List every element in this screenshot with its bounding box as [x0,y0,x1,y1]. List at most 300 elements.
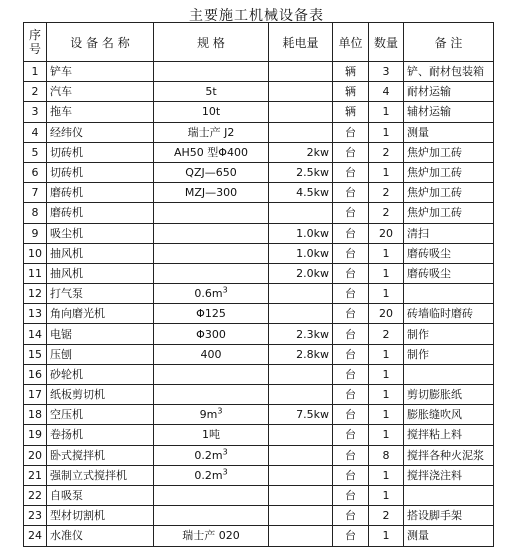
cell-no-text: 10 [28,246,42,260]
cell-spec [154,142,269,162]
cell-note [404,183,494,203]
cell-name-text: 磨砖机 [50,206,83,220]
cell-power [269,324,333,344]
cell-spec [154,485,269,505]
cell-power-text: 2.3kw [296,327,329,341]
cell-no [24,445,47,465]
cell-note [404,485,494,505]
cell-spec-text: Φ300 [196,327,226,341]
cell-name-text: 铲车 [50,65,72,79]
column-header-no-line2: 号 [28,42,41,56]
cell-note-text: 膨胀缝吹风 [407,408,462,422]
cell-unit-text: 台 [345,367,356,381]
cell-unit-text: 台 [345,408,356,422]
cell-unit [333,284,369,304]
cell-unit [333,203,369,223]
cell-spec-superscript: 3 [217,406,223,416]
column-header-no [24,23,47,62]
cell-spec-text: 0.6m [194,287,223,301]
cell-note-text: 测量 [407,125,429,139]
cell-qty-text: 4 [382,85,390,99]
cell-note [404,122,494,142]
cell-power [269,162,333,182]
cell-spec [154,203,269,223]
cell-unit-text: 台 [345,246,356,260]
cell-qty [369,344,404,364]
cell-qty-text: 1 [382,428,390,442]
cell-name-text: 砂轮机 [50,367,83,381]
cell-power-text: 1.0kw [296,226,329,240]
cell-spec-text: 0.2m [194,448,223,462]
cell-qty-text: 2 [382,145,390,159]
cell-qty [369,405,404,425]
cell-unit [333,142,369,162]
cell-name-text: 抽风机 [50,266,83,280]
cell-name [47,102,154,122]
table-row [24,445,494,465]
cell-spec [154,445,269,465]
cell-unit-text: 辆 [345,65,356,79]
cell-power-text: 2.8kw [296,347,329,361]
cell-spec [154,344,269,364]
cell-power-text: 7.5kw [296,408,329,422]
cell-power [269,465,333,485]
cell-note-text: 搅拌各种火泥浆 [407,448,484,462]
cell-note-text: 搅拌浇注料 [407,468,462,482]
cell-unit [333,364,369,384]
cell-name [47,364,154,384]
cell-name [47,324,154,344]
cell-spec-superscript: 3 [222,447,228,456]
cell-unit-text: 台 [345,206,356,220]
cell-name-text: 角向磨光机 [50,307,105,321]
cell-note [404,364,494,384]
table-row [24,82,494,102]
cell-unit-text: 台 [345,529,356,543]
cell-power [269,142,333,162]
cell-unit [333,243,369,263]
cell-power [269,364,333,384]
cell-name-text: 纸板剪切机 [50,388,105,402]
cell-name [47,405,154,425]
table-row [24,465,494,485]
cell-name [47,183,154,203]
cell-qty [369,385,404,405]
table-row [24,122,494,142]
cell-unit-text: 台 [345,307,356,321]
cell-no-text: 1 [31,65,39,79]
cell-no [24,62,47,82]
cell-unit-text: 台 [345,428,356,442]
cell-note [404,142,494,162]
cell-unit-text: 台 [345,166,356,180]
cell-power [269,223,333,243]
cell-note [404,506,494,526]
cell-name-text: 强制立式搅拌机 [50,468,127,482]
cell-unit [333,526,369,546]
table-row [24,183,494,203]
cell-unit-text: 台 [345,287,356,301]
cell-spec-text: 0.2m [194,468,223,482]
cell-name [47,506,154,526]
cell-note [404,243,494,263]
cell-no [24,506,47,526]
column-header-unit: 单位 [333,23,369,62]
cell-no-text: 9 [31,226,39,240]
cell-name-text: 型材切割机 [50,509,105,523]
cell-name-text: 汽车 [50,85,72,99]
cell-name [47,526,154,546]
cell-unit [333,425,369,445]
cell-no-text: 2 [31,85,39,99]
cell-qty-text: 1 [382,489,390,503]
cell-name-text: 自吸泵 [50,489,83,503]
cell-note [404,445,494,465]
cell-no-text: 15 [28,347,42,361]
cell-no-text: 4 [31,125,39,139]
cell-no-text: 21 [28,468,42,482]
cell-name-text: 空压机 [50,408,83,422]
cell-name-text: 电锯 [50,327,72,341]
cell-unit [333,122,369,142]
cell-spec-text: Φ125 [196,307,226,321]
cell-qty [369,465,404,485]
cell-name-text: 卷扬机 [50,428,83,442]
cell-no [24,324,47,344]
table-row [24,364,494,384]
page-title: 主要施工机械设备表 [189,8,324,24]
cell-qty [369,183,404,203]
cell-note [404,82,494,102]
cell-name [47,82,154,102]
cell-qty [369,223,404,243]
cell-name-text: 吸尘机 [50,226,83,240]
cell-qty [369,526,404,546]
cell-name [47,203,154,223]
cell-spec-text: 5t [205,85,217,99]
cell-spec-text: 400 [200,347,222,361]
table-row [24,506,494,526]
cell-note-text: 测量 [407,529,429,543]
cell-no-text: 5 [31,145,39,159]
cell-unit-text: 辆 [345,85,356,99]
cell-name [47,304,154,324]
cell-qty [369,122,404,142]
table-header-row [24,23,494,62]
cell-no [24,284,47,304]
cell-no-text: 17 [28,388,42,402]
cell-note [404,203,494,223]
cell-no [24,203,47,223]
cell-qty [369,304,404,324]
cell-power [269,344,333,364]
cell-name-text: 水准仪 [50,529,83,543]
cell-note-text: 制作 [407,347,429,361]
table-row [24,284,494,304]
cell-unit-text: 辆 [345,105,356,119]
cell-qty [369,506,404,526]
cell-name [47,223,154,243]
cell-no-text: 7 [31,186,39,200]
cell-note [404,304,494,324]
cell-no-text: 19 [28,428,42,442]
cell-spec [154,385,269,405]
cell-unit [333,405,369,425]
table-body [24,62,494,547]
cell-no [24,243,47,263]
cell-spec [154,223,269,243]
cell-spec-text: 9m [199,408,218,422]
column-header-no-line1: 序 [28,28,41,42]
cell-no [24,223,47,243]
cell-spec [154,506,269,526]
cell-note-text: 搭设脚手架 [407,509,462,523]
cell-qty [369,162,404,182]
cell-spec [154,526,269,546]
cell-note [404,263,494,283]
cell-power-text: 4.5kw [296,186,329,200]
cell-unit-text: 台 [345,468,356,482]
cell-unit-text: 台 [345,327,356,341]
cell-unit-text: 台 [345,186,356,200]
cell-unit [333,82,369,102]
cell-qty-text: 1 [382,105,390,119]
cell-no-text: 14 [28,327,42,341]
cell-spec [154,304,269,324]
cell-name [47,445,154,465]
cell-note [404,385,494,405]
cell-no [24,183,47,203]
cell-unit-text: 台 [345,125,356,139]
cell-spec [154,425,269,445]
cell-name [47,485,154,505]
cell-note [404,405,494,425]
cell-no-text: 8 [31,206,39,220]
cell-spec [154,183,269,203]
cell-name [47,243,154,263]
cell-spec-superscript: 3 [222,467,228,477]
cell-no [24,142,47,162]
cell-qty [369,142,404,162]
cell-spec [154,284,269,304]
cell-spec [154,263,269,283]
cell-qty [369,62,404,82]
cell-qty-text: 2 [382,509,390,523]
cell-power [269,284,333,304]
cell-spec-text: AH50 型Φ400 [174,145,248,159]
cell-unit [333,263,369,283]
cell-name-text: 切砖机 [50,145,83,159]
cell-note [404,465,494,485]
cell-name-text: 压刨 [50,347,72,361]
cell-spec-text: QZJ—650 [185,166,237,180]
cell-power-text: 1.0kw [296,246,329,260]
cell-unit-text: 台 [345,347,356,361]
cell-power [269,445,333,465]
table-row [24,142,494,162]
cell-note [404,526,494,546]
cell-power-text: 2kw [306,145,329,159]
cell-unit [333,344,369,364]
cell-spec-text: MZJ—300 [184,186,238,200]
cell-note-text: 搅拌粘上料 [407,428,462,442]
cell-qty-text: 1 [382,125,390,139]
cell-unit-text: 台 [345,448,356,462]
cell-unit [333,485,369,505]
equipment-table [23,22,494,547]
cell-note-text: 焦炉加工砖 [407,206,462,220]
cell-unit-text: 台 [345,226,356,240]
column-header-power: 耗电量 [269,23,333,62]
cell-unit [333,385,369,405]
cell-unit [333,223,369,243]
cell-note [404,102,494,122]
table-row [24,485,494,505]
table-row [24,263,494,283]
cell-unit [333,506,369,526]
table-row [24,425,494,445]
cell-no-text: 13 [28,307,42,321]
cell-spec-text: 瑞士产 J2 [187,125,235,139]
cell-no-text: 23 [28,509,42,523]
cell-note [404,324,494,344]
cell-name [47,162,154,182]
cell-name-text: 经纬仪 [50,125,83,139]
table-row [24,405,494,425]
cell-spec [154,405,269,425]
cell-note [404,62,494,82]
cell-spec [154,364,269,384]
cell-qty-text: 1 [382,408,390,422]
cell-power-text: 2.0kw [296,266,329,280]
cell-unit [333,102,369,122]
cell-note-text: 铲、耐材包装箱 [407,65,484,79]
cell-no [24,304,47,324]
cell-qty-text: 2 [382,327,390,341]
cell-note-text: 焦炉加工砖 [407,166,462,180]
cell-qty [369,364,404,384]
cell-no [24,102,47,122]
cell-name [47,465,154,485]
cell-unit [333,62,369,82]
cell-qty [369,82,404,102]
cell-unit-text: 台 [345,509,356,523]
cell-qty-text: 1 [382,287,390,301]
cell-unit [333,324,369,344]
cell-name [47,344,154,364]
column-header-spec: 规 格 [154,23,269,62]
cell-note-text: 耐材运输 [407,85,451,99]
cell-spec [154,122,269,142]
cell-note-text: 清扫 [407,226,429,240]
cell-note [404,344,494,364]
cell-qty [369,445,404,465]
cell-no-text: 3 [31,105,39,119]
cell-spec-text: 瑞士产 020 [182,529,240,543]
cell-name-text: 磨砖机 [50,186,83,200]
cell-no-text: 24 [28,529,42,543]
cell-no-text: 16 [28,367,42,381]
cell-power [269,405,333,425]
cell-spec-text: 10t [201,105,221,119]
cell-no-text: 18 [28,408,42,422]
table-row [24,526,494,546]
cell-note-text: 剪切膨胀纸 [407,388,462,402]
cell-power [269,62,333,82]
cell-spec [154,102,269,122]
cell-qty [369,324,404,344]
column-header-qty: 数量 [369,23,404,62]
cell-name [47,263,154,283]
cell-unit-text: 台 [345,145,356,159]
cell-unit-text: 台 [345,266,356,280]
cell-name [47,62,154,82]
cell-power [269,304,333,324]
cell-qty-text: 2 [382,206,390,220]
cell-spec [154,82,269,102]
cell-unit [333,445,369,465]
cell-power [269,243,333,263]
cell-qty-text: 8 [382,448,390,462]
cell-qty-text: 1 [382,347,390,361]
cell-qty-text: 20 [379,226,393,240]
cell-spec [154,324,269,344]
cell-note [404,284,494,304]
cell-name [47,284,154,304]
cell-no [24,263,47,283]
cell-qty [369,243,404,263]
cell-note-text: 砖墙临时磨砖 [407,307,473,321]
table-row [24,243,494,263]
cell-no [24,526,47,546]
table-row [24,344,494,364]
cell-unit [333,465,369,485]
cell-note-text: 辅材运输 [407,105,451,119]
cell-spec-superscript: 3 [222,285,228,295]
cell-qty-text: 1 [382,266,390,280]
cell-no [24,385,47,405]
cell-no [24,364,47,384]
cell-name [47,122,154,142]
cell-no [24,162,47,182]
table-row [24,62,494,82]
cell-power [269,485,333,505]
cell-power [269,183,333,203]
cell-spec [154,162,269,182]
cell-no [24,344,47,364]
cell-note-text: 焦炉加工砖 [407,145,462,159]
cell-power-text: 2.5kw [296,166,329,180]
cell-note [404,425,494,445]
cell-no [24,82,47,102]
cell-no [24,485,47,505]
cell-spec [154,243,269,263]
cell-qty-text: 1 [382,529,390,543]
cell-unit [333,162,369,182]
cell-qty-text: 1 [382,388,390,402]
column-header-note: 备 注 [404,23,494,62]
cell-no [24,465,47,485]
cell-no-text: 6 [31,166,39,180]
cell-no-text: 20 [28,448,42,462]
cell-unit [333,183,369,203]
cell-name [47,385,154,405]
cell-qty [369,203,404,223]
table-row [24,223,494,243]
table-row [24,162,494,182]
cell-qty [369,284,404,304]
cell-qty-text: 1 [382,468,390,482]
